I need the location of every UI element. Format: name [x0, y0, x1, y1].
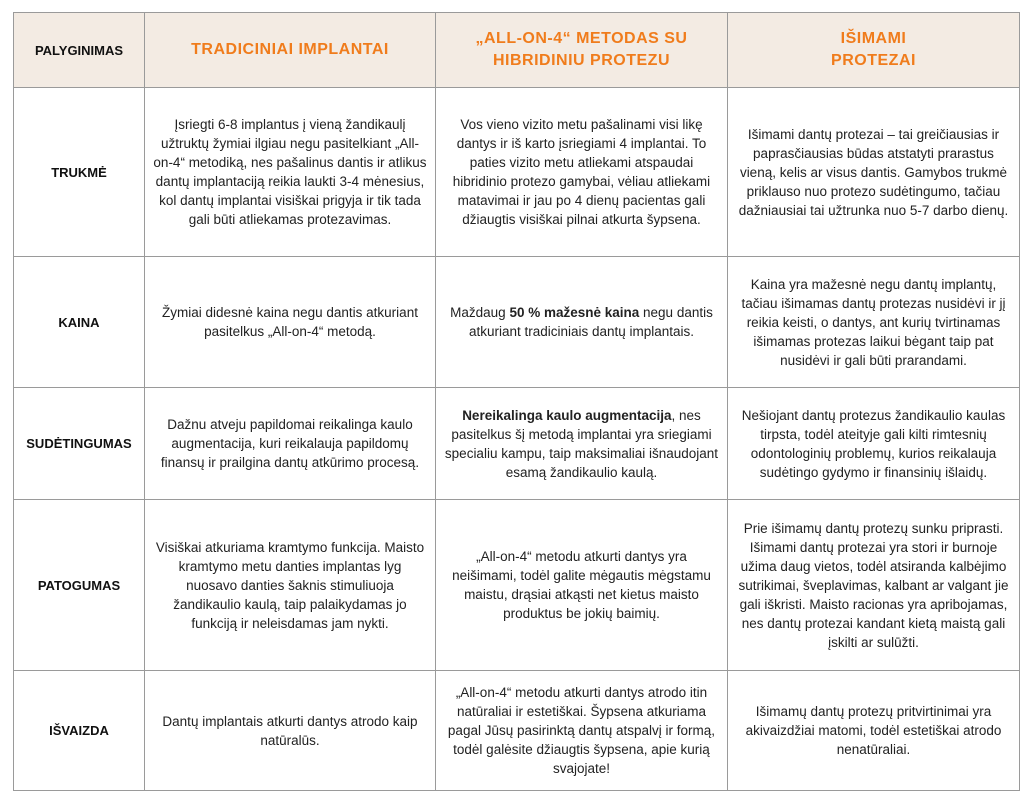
sudetingumas-allon4-post: , nes pasitelkus šį metodą implantai yra sriegiami specialiu kampu, taip maksimaliai išnaudojant esamą žandikaulio kaulą.: [444, 407, 719, 480]
row-isvaizda: [14, 671, 1020, 791]
comparison-table: [13, 12, 1020, 791]
header-all-on-4-line2: HIBRIDINIU PROTEZU: [493, 52, 670, 69]
row-trukme: [14, 88, 1020, 257]
cell-trukme-allon4: Vos vieno vizito metu pašalinami visi likę dantys ir iš karto įsriegiami 4 implantai. To paties vizito metu atliekami atspaudai hibridinio protezo gamybai, vėliau atliekami matavimai ir jau po 4 dienų pacientas gali džiaugtis visiškai pilnai atkurta šypsena.: [436, 88, 728, 257]
header-all-on-4: [436, 13, 728, 88]
cell-sudetingumas-removable: Nešiojant dantų protezus žandikaulio kaulas tirpsta, todėl ateityje gali kilti rimtesnių odontologinių problemų, kurios reikalauja sudėtingo gydymo ir finansinių išlaidų.: [728, 388, 1020, 500]
cell-kaina-removable: Kaina yra mažesnė negu dantų implantų, tačiau išimamas dantų protezas nusidėvi ir jį reikia keisti, o dantys, ant kurių tvirtinamas išimamas protezas laikui bėgant taip pat nusidėvi ir gali būti prarandami.: [728, 257, 1020, 388]
row-sudetingumas: [14, 388, 1020, 500]
header-traditional-implants: TRADICINIAI IMPLANTAI: [145, 13, 436, 88]
header-all-on-4-line1: „ALL-ON-4“ METODAS SU: [475, 30, 688, 47]
cell-sudetingumas-allon4: [436, 388, 728, 500]
sudetingumas-allon4-bold: Nereikalinga kaulo augmentacija: [462, 407, 672, 423]
cell-patogumas-allon4: „All-on-4“ metodu atkurti dantys yra neišimami, todėl galite mėgautis mėgstamu maistu, drąsiai atkąsti net kietus maisto produktus be jokių baimių.: [436, 500, 728, 671]
cell-isvaizda-traditional: Dantų implantais atkurti dantys atrodo kaip natūralūs.: [145, 671, 436, 791]
header-removable-dentures: [728, 13, 1020, 88]
kaina-allon4-post: negu dantis atkuriant tradiciniais dantų implantais.: [468, 305, 713, 339]
row-patogumas: [14, 500, 1020, 671]
cell-trukme-traditional: Įsriegti 6-8 implantus į vieną žandikaulį užtruktų žymiai ilgiau negu pasitelkiant „All-on-4“ metodiką, nes pašalinus dantis ir atlikus dantų implantaciją reikia laukti 3-4 mėnesius, kol dantų implantai visiškai prigyja ir tik tada gali būti atliekamas protezavimas.: [145, 88, 436, 257]
cell-patogumas-removable: Prie išimamų dantų protezų sunku priprasti. Išimami dantų protezai yra stori ir burnoje užima daug vietos, todėl atsiranda kalbėjimo sutrikimai, šveplavimas, kalbant ar valgant jie gali iškristi. Maisto racionas yra apribojamas, nes dantų protezai kandant kietą maistą gali įskilti ar sulūžti.: [728, 500, 1020, 671]
row-kaina: [14, 257, 1020, 388]
cell-kaina-traditional: Žymiai didesnė kaina negu dantis atkuriant pasitelkus „All-on-4“ metodą.: [145, 257, 436, 388]
cell-sudetingumas-traditional: Dažnu atveju papildomai reikalinga kaulo augmentacija, kuri reikalauja papildomų finansų ir prailgina dantų atkūrimo procesą.: [145, 388, 436, 500]
row-label-isvaizda: IŠVAIZDA: [14, 671, 145, 791]
header-removable-line1: IŠIMAMI: [840, 30, 907, 47]
kaina-allon4-pre: Maždaug: [450, 305, 510, 320]
row-label-trukme: TRUKMĖ: [14, 88, 145, 257]
row-label-patogumas: PATOGUMAS: [14, 500, 145, 671]
header-corner: PALYGINIMAS: [14, 13, 145, 88]
cell-patogumas-traditional: Visiškai atkuriama kramtymo funkcija. Maisto kramtymo metu danties implantas lyg nuosavo danties šaknis stimuliuoja žandikaulio kaulą, taip palaikydamas jo funkciją ir neleisdamas jam nykti.: [145, 500, 436, 671]
cell-kaina-allon4: [436, 257, 728, 388]
row-label-kaina: KAINA: [14, 257, 145, 388]
header-row: [14, 13, 1020, 88]
header-removable-line2: PROTEZAI: [831, 52, 916, 69]
cell-isvaizda-allon4: „All-on-4“ metodu atkurti dantys atrodo itin natūraliai ir estetiškai. Šypsena atkuriama pagal Jūsų pasirinktą dantų atspalvį ir formą, todėl galėsite džiaugtis šypsena, apie kurią svajojate!: [436, 671, 728, 791]
cell-isvaizda-removable: Išimamų dantų protezų pritvirtinimai yra akivaizdžiai matomi, todėl estetiškai atrodo nenatūraliai.: [728, 671, 1020, 791]
row-label-sudetingumas: SUDĖTINGUMAS: [14, 388, 145, 500]
cell-trukme-removable: Išimami dantų protezai – tai greičiausias ir paprasčiausias būdas atstatyti prarastus vieną, kelis ar visus dantis. Gamybos trukmė priklauso nuo protezo sudėtingumo, tačiau dažniausiai tai užtrunka nuo 5-7 darbo dienų.: [728, 88, 1020, 257]
kaina-allon4-bold: 50 % mažesnė kaina: [509, 305, 640, 320]
